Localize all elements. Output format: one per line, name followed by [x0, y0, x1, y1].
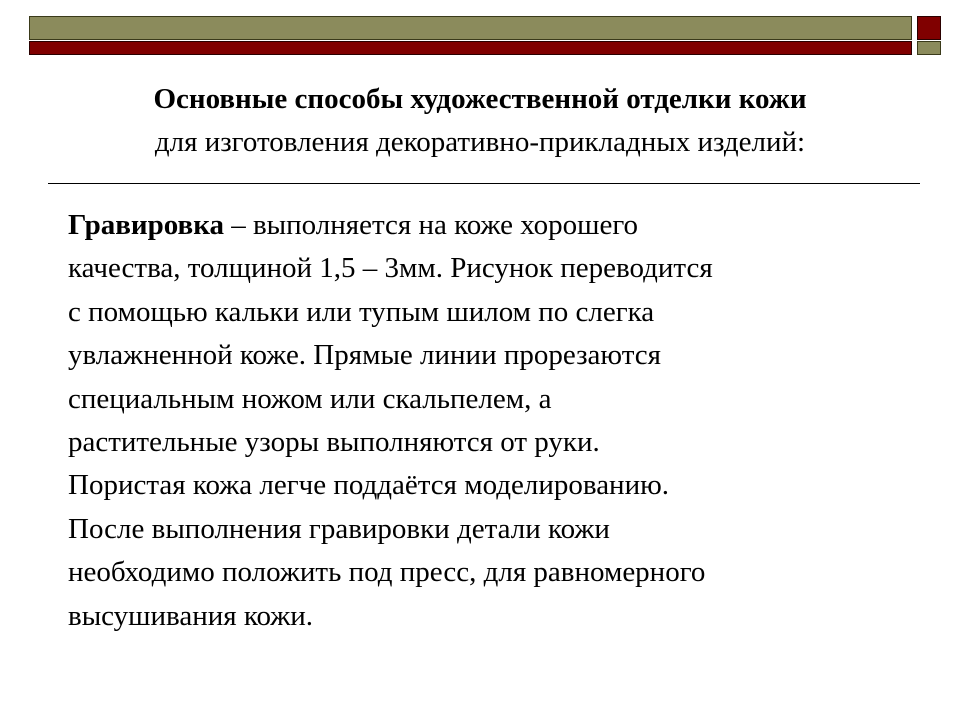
body-line: высушивания кожи. [68, 599, 314, 632]
body-line-text: – выполняется на коже хорошего [223, 209, 639, 241]
body-line: качества, толщиной 1,5 – 3мм. Рисунок переводится [68, 252, 713, 285]
body-line: увлажненной коже. Прямые линии прорезаются [68, 339, 661, 372]
header-red-square [917, 16, 941, 40]
body-line: растительные узоры выполняются от руки. [68, 426, 600, 459]
title-divider [48, 183, 920, 184]
body-line: необходимо положить под пресс, для равномерного [68, 556, 706, 589]
slide-title [0, 78, 960, 164]
term-highlight: Гравировка [68, 209, 224, 241]
header-red-bar [29, 41, 912, 55]
slide-title-main: Основные способы художественной отделки кожи [153, 83, 807, 115]
body-line: специальным ножом или скальпелем, а [68, 382, 552, 415]
header-olive-square [917, 41, 941, 55]
slide-body [68, 204, 918, 638]
body-line [68, 204, 918, 247]
body-line: После выполнения гравировки детали кожи [68, 512, 610, 545]
body-line: с помощью кальки или тупым шилом по слегка [68, 295, 655, 328]
body-line: Пористая кожа легче поддаётся моделированию. [68, 469, 670, 502]
header-olive-bar [29, 16, 912, 40]
slide-title-subtitle: для изготовления декоративно-прикладных изделий: [154, 126, 806, 158]
